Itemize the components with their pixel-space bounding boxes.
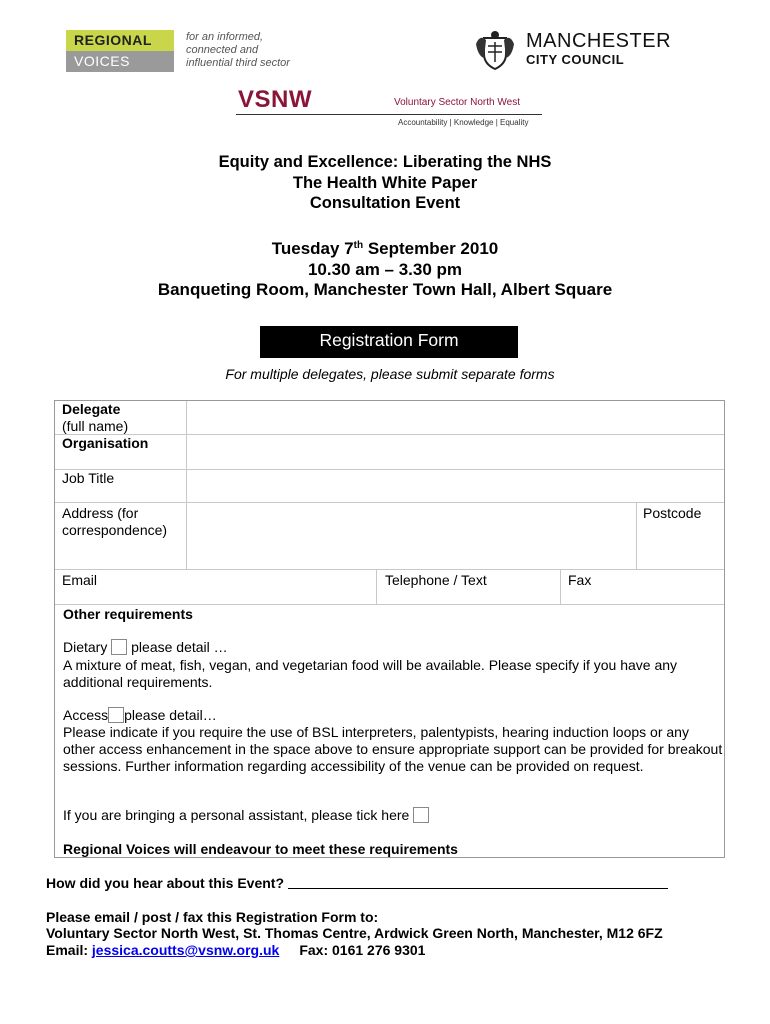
- regional-voices-logo: [66, 30, 174, 72]
- postal-address: Voluntary Sector North West, St. Thomas Centre, Ardwick Green North, Manchester, M12 6FZ: [46, 925, 663, 941]
- regional-voices-logo-top: REGIONAL: [66, 30, 174, 51]
- postcode-label: Postcode: [643, 505, 702, 521]
- vsnw-motto: Accountability | Knowledge | Equality: [398, 118, 529, 127]
- organisation-label: Organisation: [62, 435, 149, 451]
- regional-voices-logo-bottom: VOICES: [66, 51, 174, 72]
- column-divider: [636, 502, 637, 569]
- dietary-row: [63, 639, 723, 656]
- column-divider: [560, 569, 561, 604]
- delegates-note: For multiple delegates, please submit separate forms: [225, 366, 555, 382]
- send-to-label: Please email / post / fax this Registration Form to:: [46, 909, 379, 925]
- registration-form-heading: Registration Form: [260, 326, 518, 358]
- vsnw-fullname: Voluntary Sector North West: [394, 97, 520, 108]
- crest-icon: [472, 30, 518, 72]
- address-label: Address (for correspondence): [62, 505, 168, 538]
- address-input[interactable]: [187, 503, 636, 569]
- access-detail: please detail…: [124, 707, 217, 723]
- email-label: Email: [62, 572, 98, 588]
- row-divider: [55, 604, 724, 605]
- column-divider: [376, 569, 377, 604]
- regional-voices-tagline: for an informed, connected and influential third sector: [186, 31, 290, 69]
- vsnw-logo: VSNW: [238, 86, 312, 113]
- vsnw-divider: [236, 114, 542, 115]
- contact-row: Email: jessica.coutts@vsnw.org.uk Fax: 0161 276 9301: [46, 942, 426, 958]
- other-requirements-label: Other requirements: [63, 606, 193, 622]
- event-date: Tuesday 7th September 2010: [271, 239, 499, 258]
- hear-about-row: [46, 875, 668, 892]
- fax-label: Fax: [568, 572, 592, 588]
- title-line-1: Equity and Excellence: Liberating the NHS: [218, 153, 552, 171]
- organisation-input[interactable]: [187, 435, 724, 469]
- endeavour-text: Regional Voices will endeavour to meet these requirements: [63, 841, 458, 857]
- row-divider: [55, 569, 724, 570]
- job-title-label: Job Title: [62, 470, 115, 486]
- telephone-label: Telephone / Text: [385, 572, 487, 588]
- email-link[interactable]: jessica.coutts@vsnw.org.uk: [91, 942, 280, 958]
- dietary-detail: please detail …: [131, 639, 228, 655]
- access-text: Please indicate if you require the use of BSL interpreters, palentypists, hearing induction loops or any other access enhancement in the space above to ensure appropriate support can be provided for breakout sessions. Further information regarding accessibility of the venue can be provided on request.: [63, 724, 723, 774]
- dietary-label: Dietary: [63, 639, 108, 655]
- dietary-text: A mixture of meat, fish, vegan, and vegetarian food will be available. Please specify if you have any additional requirements.: [63, 657, 678, 690]
- manchester-city-council-logo: [472, 30, 692, 72]
- access-checkbox[interactable]: [108, 707, 124, 723]
- event-time: 10.30 am – 3.30 pm: [307, 259, 463, 279]
- hear-about-label: How did you hear about this Event?: [46, 875, 285, 891]
- assistant-row: [63, 807, 723, 824]
- event-details: [0, 236, 770, 301]
- title-line-3: Consultation Event: [309, 194, 461, 212]
- assistant-checkbox[interactable]: [413, 807, 429, 823]
- delegate-label: Delegate (full name): [62, 401, 129, 434]
- title-line-2: The Health White Paper: [292, 173, 478, 192]
- dietary-checkbox[interactable]: [111, 639, 127, 655]
- mcc-name: MANCHESTER: [526, 30, 672, 52]
- registration-form: [54, 400, 725, 858]
- job-title-input[interactable]: [187, 470, 724, 502]
- mcc-sub: CITY COUNCIL: [526, 52, 625, 67]
- hear-about-field[interactable]: [288, 875, 668, 889]
- fax-number: Fax: 0161 276 9301: [299, 942, 426, 958]
- event-title: [0, 152, 770, 214]
- access-label: Access: [63, 707, 109, 723]
- delegate-input[interactable]: [187, 401, 724, 434]
- assistant-text: If you are bringing a personal assistant, please tick here: [63, 807, 410, 823]
- event-venue: Banqueting Room, Manchester Town Hall, Albert Square: [157, 280, 613, 299]
- access-row: [63, 707, 723, 724]
